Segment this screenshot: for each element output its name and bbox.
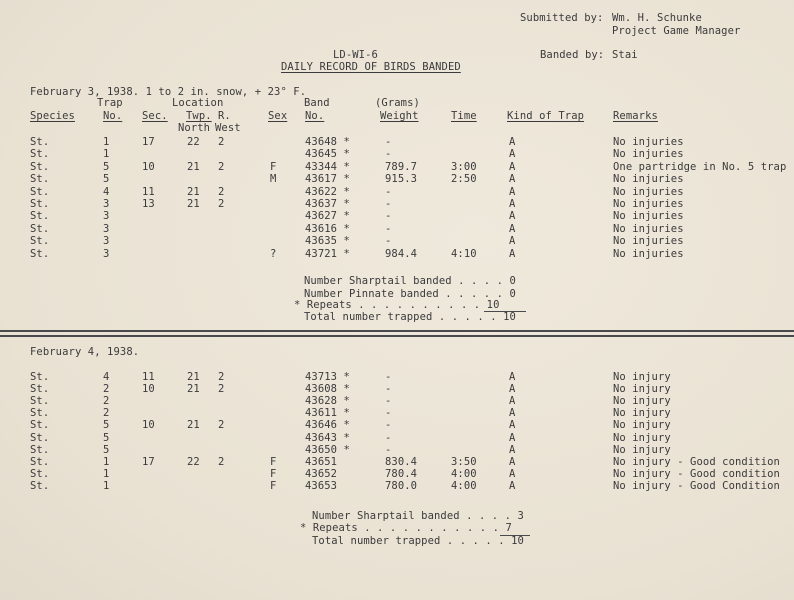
table-row — [0, 444, 794, 457]
cell-kind: A — [509, 185, 516, 198]
submitted-title: Project Game Manager — [612, 25, 741, 37]
cell-weight: 780.0 — [385, 479, 418, 492]
cell-trap: 3 — [103, 222, 110, 235]
cell-remarks: No injuries — [613, 148, 684, 161]
cell-remarks: No injuries — [613, 185, 684, 198]
cell-species: St. — [30, 185, 50, 198]
cell-remarks: No injuries — [613, 173, 684, 186]
page-title: DAILY RECORD OF BIRDS BANDED — [281, 61, 461, 73]
cell-remarks: No injury — [613, 431, 671, 444]
cell-species: St. — [30, 247, 50, 260]
cell-twp: 21 — [187, 160, 200, 173]
cell-trap: 5 — [103, 173, 110, 186]
cell-remarks: No injury — [613, 371, 671, 383]
cell-weight: 780.4 — [385, 467, 418, 480]
cell-remarks: No injury — [613, 407, 671, 420]
cell-trap: 4 — [103, 185, 110, 198]
cell-kind: A — [509, 247, 516, 260]
day2-sharptail-count: Number Sharptail banded . . . . 3 — [312, 510, 524, 522]
cell-kind: A — [509, 160, 516, 173]
cell-r: 2 — [218, 419, 225, 432]
col-west: West — [215, 122, 241, 134]
submitted-label: Submitted by: — [520, 12, 604, 24]
cell-kind: A — [509, 467, 516, 480]
cell-weight: - — [385, 431, 392, 444]
cell-band: 43616 * — [305, 222, 350, 235]
cell-kind: A — [509, 210, 516, 223]
table-row — [0, 136, 794, 149]
cell-trap: 3 — [103, 210, 110, 223]
cell-remarks: No injuries — [613, 136, 684, 148]
cell-weight: - — [385, 185, 392, 198]
col-species: Species — [30, 110, 75, 122]
day1-sharptail-count: Number Sharptail banded . . . . 0 — [304, 275, 516, 287]
cell-trap: 3 — [103, 247, 110, 260]
cell-species: St. — [30, 443, 50, 456]
day2-repeats-count: * Repeats . . . . . . . . . . . 7 — [300, 522, 512, 534]
cell-r: 2 — [218, 198, 225, 210]
cell-weight: - — [385, 148, 392, 161]
cell-weight: - — [385, 419, 392, 432]
cell-trap: 2 — [103, 383, 110, 396]
col-grams: (Grams) — [375, 97, 420, 109]
cell-trap: 1 — [103, 479, 110, 492]
cell-weight: - — [385, 210, 392, 223]
cell-band: 43713 * — [305, 371, 350, 383]
cell-sec: 13 — [142, 198, 155, 210]
table-row — [0, 148, 794, 161]
cell-trap: 4 — [103, 371, 110, 383]
cell-kind: A — [509, 371, 516, 383]
cell-sec: 11 — [142, 371, 155, 383]
cell-r: 2 — [218, 136, 225, 148]
cell-trap: 1 — [103, 467, 110, 480]
cell-species: St. — [30, 136, 50, 148]
cell-sec: 17 — [142, 455, 155, 468]
day1-total-count: Total number trapped . . . . . 10 — [304, 311, 516, 323]
col-time: Time — [451, 110, 477, 122]
cell-kind: A — [509, 198, 516, 210]
cell-species: St. — [30, 383, 50, 396]
col-trap-no: No. — [103, 110, 123, 122]
cell-species: St. — [30, 431, 50, 444]
table-row — [0, 407, 794, 420]
col-twp: Twp. — [186, 110, 212, 122]
cell-trap: 1 — [103, 148, 110, 161]
table-row — [0, 480, 794, 493]
cell-weight: - — [385, 407, 392, 420]
cell-trap: 2 — [103, 395, 110, 408]
cell-band: 43635 * — [305, 235, 350, 248]
table-row — [0, 248, 794, 261]
cell-trap: 5 — [103, 160, 110, 173]
col-sex: Sex — [268, 110, 288, 122]
day2-total-count: Total number trapped . . . . . 10 — [312, 535, 524, 547]
cell-weight: - — [385, 222, 392, 235]
day1-pinnate-count: Number Pinnate banded . . . . . 0 — [304, 288, 516, 300]
cell-weight: - — [385, 395, 392, 408]
cell-kind: A — [509, 222, 516, 235]
cell-remarks: No injuries — [613, 222, 684, 235]
cell-kind: A — [509, 407, 516, 420]
cell-trap: 5 — [103, 419, 110, 432]
day1-date-line: February 3, 1938. 1 to 2 in. snow, + 23° F. — [30, 86, 307, 98]
col-trap-top: Trap — [97, 97, 123, 109]
cell-sex: M — [270, 173, 277, 186]
cell-sec: 10 — [142, 419, 155, 432]
cell-band: 43608 * — [305, 383, 350, 396]
cell-time: 4:10 — [451, 247, 477, 260]
table-row — [0, 383, 794, 396]
cell-remarks: No injuries — [613, 247, 684, 260]
banded-label: Banded by: — [540, 49, 605, 61]
cell-twp: 22 — [187, 455, 200, 468]
cell-trap: 3 — [103, 235, 110, 248]
day2-date-line: February 4, 1938. — [30, 346, 140, 358]
col-r: R. — [218, 110, 231, 122]
cell-twp: 22 — [187, 136, 200, 148]
cell-band: 43643 * — [305, 431, 350, 444]
cell-band: 43344 * — [305, 160, 350, 173]
cell-species: St. — [30, 371, 50, 383]
cell-species: St. — [30, 160, 50, 173]
cell-band: 43651 — [305, 455, 338, 468]
cell-band: 43622 * — [305, 185, 350, 198]
cell-band: 43648 * — [305, 136, 350, 148]
cell-remarks: No injury — [613, 383, 671, 396]
cell-band: 43611 * — [305, 407, 350, 420]
banded-name: Stai — [612, 49, 638, 61]
day1-repeats-count: * Repeats . . . . . . . . . . 10 — [294, 299, 500, 311]
cell-weight: - — [385, 443, 392, 456]
col-band-top: Band — [304, 97, 330, 109]
cell-species: St. — [30, 173, 50, 186]
cell-remarks: No injuries — [613, 210, 684, 223]
cell-remarks: No injury — [613, 395, 671, 408]
cell-r: 2 — [218, 383, 225, 396]
cell-band: 43627 * — [305, 210, 350, 223]
cell-trap: 5 — [103, 443, 110, 456]
cell-r: 2 — [218, 160, 225, 173]
table-row — [0, 419, 794, 432]
cell-band: 43721 * — [305, 247, 350, 260]
cell-kind: A — [509, 419, 516, 432]
cell-remarks: No injuries — [613, 235, 684, 248]
cell-kind: A — [509, 173, 516, 186]
cell-sex: F — [270, 479, 277, 492]
submitted-name: Wm. H. Schunke — [612, 12, 702, 24]
cell-band: 43653 — [305, 479, 338, 492]
cell-species: St. — [30, 235, 50, 248]
cell-twp: 21 — [187, 371, 200, 383]
cell-trap: 1 — [103, 455, 110, 468]
col-north: North — [178, 122, 211, 134]
cell-kind: A — [509, 455, 516, 468]
col-weight: Weight — [380, 110, 419, 122]
cell-trap: 1 — [103, 136, 110, 148]
cell-time: 3:50 — [451, 455, 477, 468]
cell-remarks: No injury - Good condition — [613, 467, 780, 480]
cell-weight: - — [385, 235, 392, 248]
cell-kind: A — [509, 136, 516, 148]
cell-kind: A — [509, 235, 516, 248]
cell-time: 2:50 — [451, 173, 477, 186]
table-row — [0, 186, 794, 199]
cell-species: St. — [30, 419, 50, 432]
cell-twp: 21 — [187, 383, 200, 396]
cell-weight: - — [385, 198, 392, 210]
cell-remarks: No injury — [613, 443, 671, 456]
cell-band: 43617 * — [305, 173, 350, 186]
cell-weight: 984.4 — [385, 247, 418, 260]
record-code: LD-WI-6 — [333, 49, 378, 61]
cell-trap: 3 — [103, 198, 110, 210]
table-row — [0, 210, 794, 223]
cell-band: 43628 * — [305, 395, 350, 408]
cell-trap: 2 — [103, 407, 110, 420]
cell-weight: 915.3 — [385, 173, 418, 186]
cell-time: 3:00 — [451, 160, 477, 173]
table-row — [0, 161, 794, 174]
cell-sex: F — [270, 467, 277, 480]
cell-species: St. — [30, 222, 50, 235]
cell-twp: 21 — [187, 198, 200, 210]
cell-twp: 21 — [187, 185, 200, 198]
cell-sec: 11 — [142, 185, 155, 198]
cell-r: 2 — [218, 455, 225, 468]
cell-species: St. — [30, 467, 50, 480]
table-row — [0, 198, 794, 211]
cell-sec: 17 — [142, 136, 155, 148]
table-row — [0, 468, 794, 481]
cell-remarks: One partridge in No. 5 trap — [613, 160, 787, 173]
cell-weight: 789.7 — [385, 160, 418, 173]
cell-species: St. — [30, 395, 50, 408]
cell-r: 2 — [218, 371, 225, 383]
cell-kind: A — [509, 431, 516, 444]
cell-weight: 830.4 — [385, 455, 418, 468]
cell-species: St. — [30, 479, 50, 492]
table-row — [0, 432, 794, 445]
cell-band: 43646 * — [305, 419, 350, 432]
cell-species: St. — [30, 455, 50, 468]
table-row — [0, 395, 794, 408]
cell-species: St. — [30, 210, 50, 223]
cell-sex: F — [270, 160, 277, 173]
col-remarks: Remarks — [613, 110, 658, 122]
cell-remarks: No injury - Good Condition — [613, 479, 780, 492]
cell-time: 4:00 — [451, 467, 477, 480]
cell-sex: F — [270, 455, 277, 468]
cell-remarks: No injuries — [613, 198, 684, 210]
cell-kind: A — [509, 395, 516, 408]
cell-twp: 21 — [187, 419, 200, 432]
table-row — [0, 173, 794, 186]
cell-weight: - — [385, 371, 392, 383]
cell-sec: 10 — [142, 160, 155, 173]
cell-band: 43645 * — [305, 148, 350, 161]
col-location: Location — [172, 97, 224, 109]
cell-kind: A — [509, 148, 516, 161]
cell-r: 2 — [218, 185, 225, 198]
table-row — [0, 456, 794, 469]
table-row — [0, 235, 794, 248]
cell-band: 43650 * — [305, 443, 350, 456]
cell-species: St. — [30, 198, 50, 210]
col-kind: Kind of Trap — [507, 110, 585, 122]
cell-trap: 5 — [103, 431, 110, 444]
cell-kind: A — [509, 443, 516, 456]
cell-weight: - — [385, 136, 392, 148]
cell-remarks: No injury — [613, 419, 671, 432]
cell-species: St. — [30, 148, 50, 161]
table-row — [0, 223, 794, 236]
cell-band: 43637 * — [305, 198, 350, 210]
table-row — [0, 371, 794, 384]
col-sec: Sec. — [142, 110, 168, 122]
cell-sec: 10 — [142, 383, 155, 396]
cell-sex: ? — [270, 247, 277, 260]
cell-kind: A — [509, 383, 516, 396]
cell-time: 4:00 — [451, 479, 477, 492]
cell-band: 43652 — [305, 467, 338, 480]
cell-weight: - — [385, 383, 392, 396]
cell-kind: A — [509, 479, 516, 492]
cell-remarks: No injury - Good condition — [613, 455, 780, 468]
col-band-no: No. — [305, 110, 325, 122]
cell-species: St. — [30, 407, 50, 420]
section-divider — [0, 330, 794, 337]
